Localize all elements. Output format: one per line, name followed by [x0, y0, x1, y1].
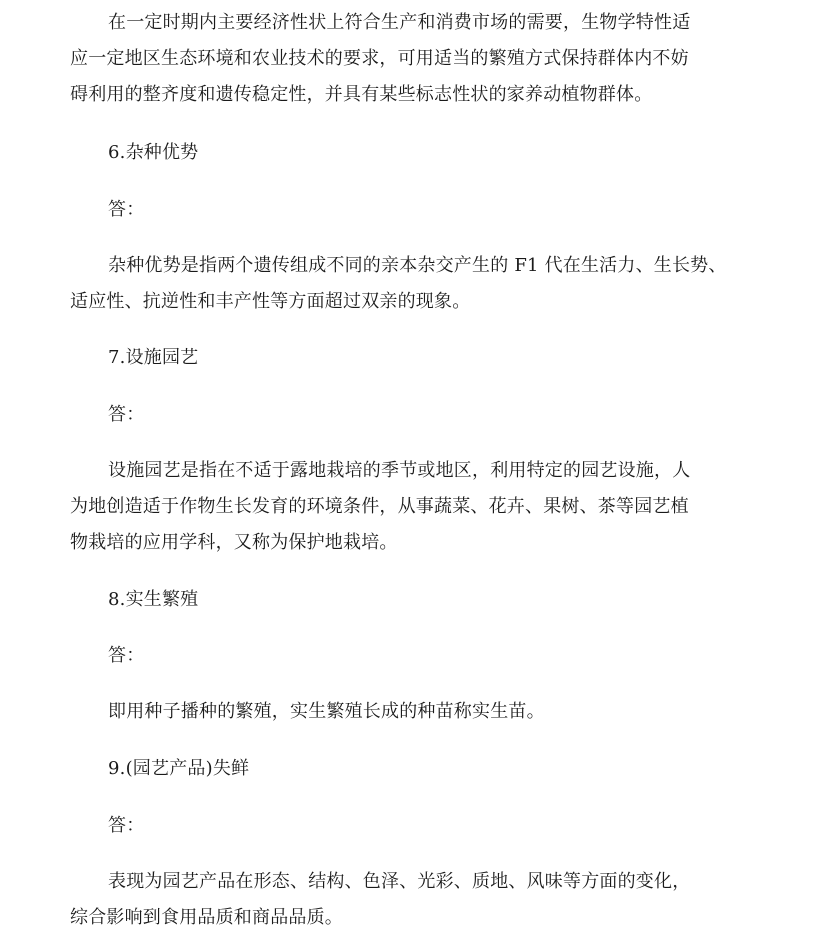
question-8-answer-label: 答： — [108, 645, 145, 666]
question-9-answer-line-1: 表现为园艺产品在形态、结构、色泽、光彩、质地、风味等方面的变化， — [108, 871, 691, 892]
question-6-title: 6.杂种优势 — [108, 142, 199, 163]
question-9-title: 9.(园艺产品)失鲜 — [108, 758, 250, 779]
question-6-answer-line-1: 杂种优势是指两个遗传组成不同的亲本杂交产生的 F1 代在生活力、生长势、 — [108, 255, 727, 276]
question-7-answer-label: 答： — [108, 404, 145, 425]
question-7-answer-line-3: 物栽培的应用学科，又称为保护地栽培。 — [70, 532, 398, 553]
question-9-answer-label: 答： — [108, 815, 145, 836]
para-5-line-3: 碍利用的整齐度和遗传稳定性，并具有某些标志性状的家养动植物群体。 — [70, 84, 653, 105]
question-6-answer-line-2: 适应性、抗逆性和丰产性等方面超过双亲的现象。 — [70, 291, 471, 312]
question-6-answer-label: 答： — [108, 199, 145, 220]
question-7-answer-line-2: 为地创造适于作物生长发育的环境条件，从事蔬菜、花卉、果树、茶等园艺植 — [70, 496, 689, 517]
para-5-line-1: 在一定时期内主要经济性状上符合生产和消费市场的需要，生物学特性适 — [108, 12, 691, 33]
question-8-title: 8.实生繁殖 — [108, 589, 199, 610]
question-7-title: 7.设施园艺 — [108, 347, 199, 368]
question-8-answer-line-1: 即用种子播种的繁殖，实生繁殖长成的种苗称实生苗。 — [108, 701, 545, 722]
para-5-line-2: 应一定地区生态环境和农业技术的要求，可用适当的繁殖方式保持群体内不妨 — [70, 48, 689, 69]
question-9-answer-line-2: 综合影响到食用品质和商品品质。 — [70, 907, 343, 928]
question-7-answer-line-1: 设施园艺是指在不适于露地栽培的季节或地区，利用特定的园艺设施，人 — [108, 460, 691, 481]
